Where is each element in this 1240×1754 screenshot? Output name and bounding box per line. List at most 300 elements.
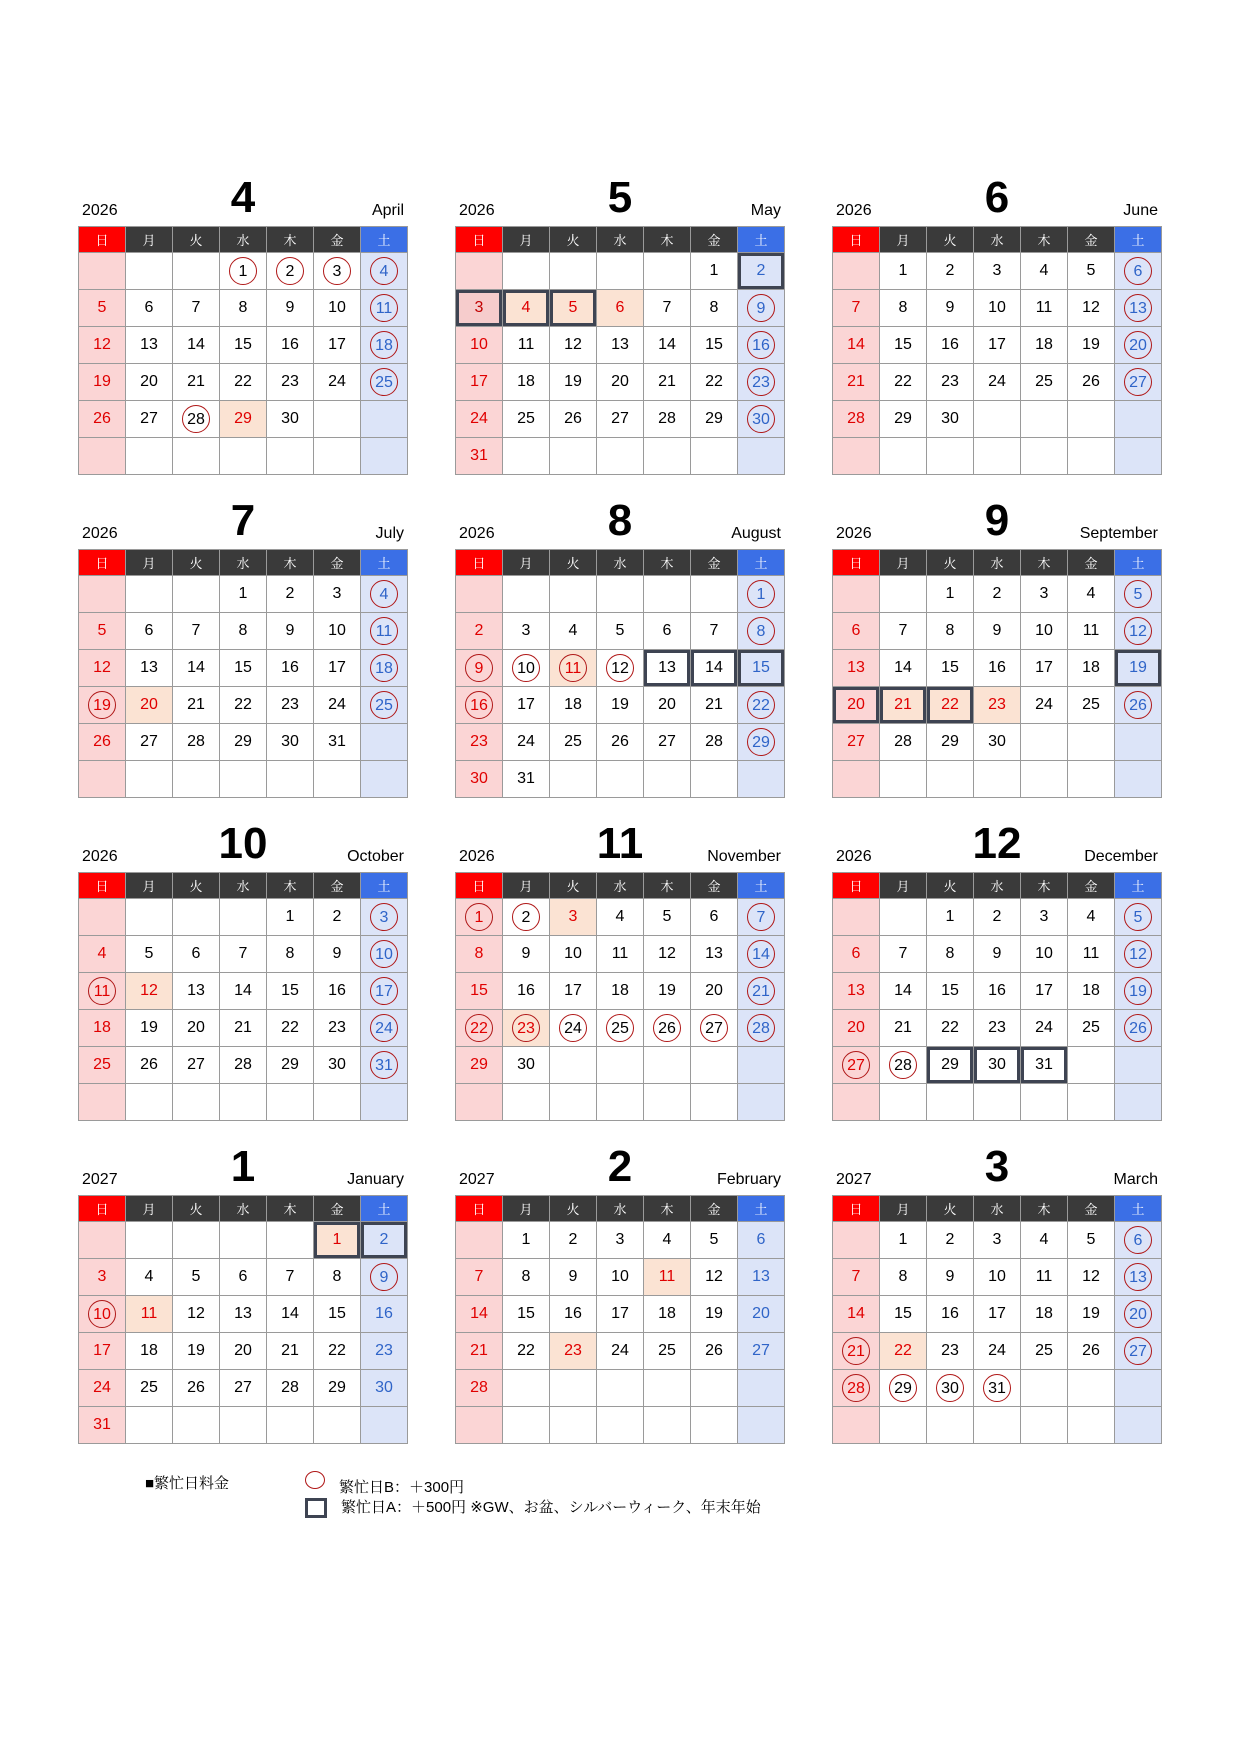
- month-name: November: [707, 848, 781, 865]
- week-row: [456, 1296, 785, 1333]
- day-cell: [267, 1084, 314, 1121]
- month-name: September: [1079, 525, 1158, 542]
- day-cell: [738, 1370, 785, 1407]
- month-name: June: [1123, 202, 1158, 219]
- day-cell: [1115, 1333, 1162, 1370]
- day-number: 16: [328, 982, 346, 999]
- day-cell: [597, 576, 644, 613]
- day-number: 4: [662, 1231, 672, 1248]
- day-number: 13: [752, 1268, 770, 1285]
- day-number: 14: [234, 982, 252, 999]
- day-cell: [597, 1084, 644, 1121]
- day-cell: [833, 761, 880, 798]
- day-cell: [456, 290, 503, 327]
- month-name: August: [731, 525, 781, 542]
- day-cell: [79, 613, 126, 650]
- day-number: 9: [992, 945, 1002, 962]
- day-number: 22: [281, 1019, 299, 1036]
- day-number: 26: [705, 1342, 723, 1359]
- day-number: 8: [521, 1268, 531, 1285]
- day-cell: [126, 401, 173, 438]
- day-number: 7: [898, 945, 908, 962]
- day-cell: [833, 253, 880, 290]
- month-table: [78, 872, 408, 1121]
- day-cell: [691, 613, 738, 650]
- day-number: 25: [370, 368, 398, 396]
- month-header: [455, 496, 785, 549]
- week-row: [833, 290, 1162, 327]
- day-number: 9: [945, 1268, 955, 1285]
- day-number: 19: [705, 1305, 723, 1322]
- day-cell: [456, 761, 503, 798]
- weekday-header: 木: [1021, 227, 1068, 253]
- day-number: 6: [1124, 257, 1152, 285]
- week-row: [79, 650, 408, 687]
- day-number: 11: [559, 654, 587, 682]
- week-row: [79, 1407, 408, 1444]
- week-row: [456, 401, 785, 438]
- day-cell: [833, 576, 880, 613]
- day-cell: [1021, 253, 1068, 290]
- day-cell: [79, 1047, 126, 1084]
- day-number: 7: [898, 622, 908, 639]
- month-table: [78, 1195, 408, 1444]
- day-cell: [314, 1047, 361, 1084]
- day-cell: [456, 1407, 503, 1444]
- week-row: [456, 1370, 785, 1407]
- day-cell: [361, 1370, 408, 1407]
- day-cell: [1021, 1084, 1068, 1121]
- week-row: [456, 761, 785, 798]
- day-number: 12: [140, 982, 158, 999]
- day-cell: [974, 1370, 1021, 1407]
- day-cell: [361, 290, 408, 327]
- day-cell: [691, 327, 738, 364]
- day-cell: [314, 364, 361, 401]
- day-cell: [361, 936, 408, 973]
- day-number: 11: [611, 945, 629, 962]
- day-number: 5: [568, 299, 578, 316]
- day-number: 12: [564, 336, 582, 353]
- month-table: [832, 872, 1162, 1121]
- day-number: 7: [238, 945, 248, 962]
- week-row: [456, 899, 785, 936]
- day-cell: [79, 1296, 126, 1333]
- week-row: [833, 1047, 1162, 1084]
- day-number: 26: [1124, 691, 1152, 719]
- day-cell: [833, 1407, 880, 1444]
- weekday-header: 土: [738, 1196, 785, 1222]
- day-cell: [738, 1407, 785, 1444]
- day-cell: [1021, 327, 1068, 364]
- weekday-header-row: [833, 227, 1162, 253]
- day-number: 1: [747, 580, 775, 608]
- day-number: 3: [568, 908, 578, 925]
- day-cell: [314, 724, 361, 761]
- day-number: 15: [894, 336, 912, 353]
- day-cell: [597, 1296, 644, 1333]
- day-number: 18: [517, 373, 535, 390]
- weekday-header: 火: [927, 550, 974, 576]
- day-number: 27: [658, 733, 676, 750]
- day-cell: [79, 650, 126, 687]
- day-number: 6: [191, 945, 201, 962]
- day-cell: [79, 687, 126, 724]
- day-number: 10: [470, 336, 488, 353]
- day-cell: [1068, 1296, 1115, 1333]
- week-row: [79, 290, 408, 327]
- day-number: 1: [709, 262, 719, 279]
- day-number: 15: [752, 659, 770, 676]
- day-cell: [974, 576, 1021, 613]
- day-cell: [974, 438, 1021, 475]
- day-number: 31: [93, 1416, 111, 1433]
- day-number: 17: [328, 659, 346, 676]
- day-cell: [974, 401, 1021, 438]
- day-number: 22: [705, 373, 723, 390]
- day-cell: [314, 613, 361, 650]
- day-cell: [644, 899, 691, 936]
- weekday-header: 木: [644, 227, 691, 253]
- day-number: 7: [191, 299, 201, 316]
- month-header: [78, 819, 408, 872]
- day-number: 5: [144, 945, 154, 962]
- day-cell: [314, 1296, 361, 1333]
- month-number: 2: [607, 1142, 633, 1191]
- day-cell: [173, 364, 220, 401]
- day-number: 22: [234, 696, 252, 713]
- weekday-header: 水: [220, 550, 267, 576]
- day-cell: [1115, 401, 1162, 438]
- week-row: [456, 438, 785, 475]
- day-number: 1: [945, 585, 955, 602]
- month-name: January: [347, 1171, 404, 1188]
- day-number: 14: [658, 336, 676, 353]
- day-cell: [456, 401, 503, 438]
- day-number: 1: [285, 908, 295, 925]
- day-cell: [456, 687, 503, 724]
- day-cell: [738, 1259, 785, 1296]
- day-number: 3: [370, 903, 398, 931]
- month-number: 5: [607, 173, 633, 222]
- day-cell: [79, 364, 126, 401]
- day-cell: [361, 687, 408, 724]
- month-calendar: [832, 1142, 1162, 1444]
- day-cell: [220, 1370, 267, 1407]
- day-number: 9: [945, 299, 955, 316]
- year-label: 2026: [459, 202, 495, 219]
- day-cell: [880, 1333, 927, 1370]
- day-cell: [314, 687, 361, 724]
- weekday-header: 水: [974, 873, 1021, 899]
- month-number: 3: [984, 1142, 1010, 1191]
- day-number: 24: [328, 696, 346, 713]
- day-cell: [1068, 899, 1115, 936]
- day-cell: [79, 973, 126, 1010]
- day-cell: [173, 613, 220, 650]
- weekday-header: 金: [691, 550, 738, 576]
- day-cell: [173, 1259, 220, 1296]
- week-row: [456, 613, 785, 650]
- day-cell: [550, 290, 597, 327]
- day-cell: [220, 1407, 267, 1444]
- weekday-header: 土: [1115, 550, 1162, 576]
- day-number: 12: [705, 1268, 723, 1285]
- day-number: 11: [370, 294, 398, 322]
- day-number: 18: [658, 1305, 676, 1322]
- day-number: 26: [187, 1379, 205, 1396]
- day-cell: [361, 1084, 408, 1121]
- day-number: 14: [847, 336, 865, 353]
- weekday-header: 土: [1115, 227, 1162, 253]
- day-cell: [79, 899, 126, 936]
- week-row: [79, 724, 408, 761]
- day-cell: [1021, 1047, 1068, 1084]
- day-number: 1: [229, 257, 257, 285]
- day-cell: [503, 1047, 550, 1084]
- day-cell: [1068, 290, 1115, 327]
- week-row: [79, 613, 408, 650]
- day-cell: [833, 1333, 880, 1370]
- week-row: [79, 973, 408, 1010]
- day-cell: [597, 253, 644, 290]
- weekday-header: 金: [314, 227, 361, 253]
- day-number: 29: [747, 728, 775, 756]
- day-cell: [880, 936, 927, 973]
- day-cell: [267, 1047, 314, 1084]
- day-number: 5: [1124, 580, 1152, 608]
- week-row: [456, 1010, 785, 1047]
- week-row: [79, 1370, 408, 1407]
- day-cell: [503, 936, 550, 973]
- weekday-header: 月: [126, 550, 173, 576]
- day-number: 22: [894, 1342, 912, 1359]
- day-cell: [738, 1047, 785, 1084]
- day-number: 27: [611, 410, 629, 427]
- day-number: 5: [1124, 903, 1152, 931]
- day-number: 20: [140, 696, 158, 713]
- day-number: 17: [517, 696, 535, 713]
- day-cell: [550, 1047, 597, 1084]
- day-cell: [361, 364, 408, 401]
- day-cell: [1068, 1010, 1115, 1047]
- day-cell: [550, 1222, 597, 1259]
- day-number: 18: [370, 331, 398, 359]
- day-cell: [691, 761, 738, 798]
- day-number: 25: [1082, 696, 1100, 713]
- day-cell: [79, 936, 126, 973]
- day-cell: [880, 253, 927, 290]
- week-row: [456, 1047, 785, 1084]
- day-number: 25: [370, 691, 398, 719]
- day-cell: [173, 761, 220, 798]
- day-cell: [456, 438, 503, 475]
- day-cell: [880, 899, 927, 936]
- day-number: 9: [992, 622, 1002, 639]
- week-row: [833, 936, 1162, 973]
- month-number: 9: [984, 496, 1010, 545]
- weekday-header: 土: [1115, 873, 1162, 899]
- month-number: 8: [607, 496, 633, 545]
- day-cell: [974, 1222, 1021, 1259]
- day-number: 26: [1082, 1342, 1100, 1359]
- day-cell: [738, 724, 785, 761]
- weekday-header: 金: [691, 873, 738, 899]
- weekday-header: 火: [173, 1196, 220, 1222]
- day-cell: [1115, 899, 1162, 936]
- day-cell: [974, 1084, 1021, 1121]
- day-number: 27: [700, 1014, 728, 1042]
- day-cell: [644, 1222, 691, 1259]
- day-cell: [880, 761, 927, 798]
- day-number: 9: [285, 299, 295, 316]
- day-cell: [833, 650, 880, 687]
- week-row: [79, 438, 408, 475]
- week-row: [79, 687, 408, 724]
- day-number: 21: [894, 696, 912, 713]
- weekday-header-row: [79, 550, 408, 576]
- day-cell: [691, 576, 738, 613]
- day-cell: [267, 650, 314, 687]
- day-cell: [79, 290, 126, 327]
- day-number: 13: [847, 982, 865, 999]
- day-number: 3: [521, 622, 531, 639]
- day-number: 20: [1124, 1300, 1152, 1328]
- day-number: 3: [474, 299, 484, 316]
- day-cell: [550, 1296, 597, 1333]
- day-cell: [456, 613, 503, 650]
- day-number: 10: [512, 654, 540, 682]
- day-cell: [220, 438, 267, 475]
- day-cell: [173, 724, 220, 761]
- day-cell: [173, 1370, 220, 1407]
- day-cell: [691, 973, 738, 1010]
- day-cell: [738, 973, 785, 1010]
- day-cell: [550, 438, 597, 475]
- day-number: 6: [144, 299, 154, 316]
- day-cell: [1115, 687, 1162, 724]
- day-number: 19: [658, 982, 676, 999]
- day-cell: [503, 290, 550, 327]
- month-table: [832, 549, 1162, 798]
- day-cell: [267, 576, 314, 613]
- day-number: 17: [470, 373, 488, 390]
- day-number: 10: [1035, 622, 1053, 639]
- day-cell: [691, 1047, 738, 1084]
- week-row: [833, 761, 1162, 798]
- day-number: 25: [606, 1014, 634, 1042]
- day-number: 10: [988, 1268, 1006, 1285]
- day-number: 25: [1035, 1342, 1053, 1359]
- week-row: [79, 401, 408, 438]
- day-cell: [314, 290, 361, 327]
- day-cell: [79, 1010, 126, 1047]
- day-cell: [1021, 613, 1068, 650]
- day-number: 29: [894, 410, 912, 427]
- day-cell: [314, 1010, 361, 1047]
- day-cell: [1115, 1296, 1162, 1333]
- year-label: 2026: [836, 525, 872, 542]
- day-cell: [173, 438, 220, 475]
- day-cell: [1068, 936, 1115, 973]
- weekday-header: 月: [126, 873, 173, 899]
- day-cell: [503, 650, 550, 687]
- day-cell: [126, 1047, 173, 1084]
- day-cell: [456, 1010, 503, 1047]
- year-label: 2026: [82, 202, 118, 219]
- day-cell: [738, 1222, 785, 1259]
- day-cell: [361, 973, 408, 1010]
- day-cell: [126, 1370, 173, 1407]
- day-number: 15: [234, 659, 252, 676]
- day-cell: [644, 1333, 691, 1370]
- year-label: 2027: [82, 1171, 118, 1188]
- day-cell: [691, 1333, 738, 1370]
- day-cell: [1115, 650, 1162, 687]
- day-cell: [456, 576, 503, 613]
- day-number: 22: [894, 373, 912, 390]
- day-cell: [738, 364, 785, 401]
- day-cell: [691, 1296, 738, 1333]
- day-cell: [361, 1259, 408, 1296]
- day-cell: [1115, 1084, 1162, 1121]
- day-cell: [126, 899, 173, 936]
- day-cell: [1068, 327, 1115, 364]
- week-row: [79, 936, 408, 973]
- day-number: 29: [328, 1379, 346, 1396]
- day-number: 2: [332, 908, 342, 925]
- weekday-header: 木: [644, 873, 691, 899]
- day-number: 22: [517, 1342, 535, 1359]
- weekday-header: 木: [644, 1196, 691, 1222]
- day-number: 31: [1035, 1056, 1053, 1073]
- day-cell: [126, 1084, 173, 1121]
- week-row: [833, 1407, 1162, 1444]
- day-cell: [1021, 1333, 1068, 1370]
- day-number: 17: [988, 1305, 1006, 1322]
- week-row: [456, 290, 785, 327]
- day-cell: [267, 290, 314, 327]
- day-number: 22: [234, 373, 252, 390]
- weekday-header: 土: [361, 550, 408, 576]
- day-cell: [456, 724, 503, 761]
- week-row: [456, 1333, 785, 1370]
- weekday-header: 日: [833, 550, 880, 576]
- day-cell: [644, 576, 691, 613]
- day-number: 14: [894, 659, 912, 676]
- day-number: 21: [187, 373, 205, 390]
- weekday-header: 木: [644, 550, 691, 576]
- month-number: 12: [972, 819, 1022, 868]
- day-number: 30: [375, 1379, 393, 1396]
- day-cell: [1115, 613, 1162, 650]
- legend-a-note: ※GW、お盆、シルバーウィーク、年末年始: [470, 1499, 761, 1516]
- day-cell: [220, 253, 267, 290]
- day-cell: [833, 290, 880, 327]
- day-cell: [79, 761, 126, 798]
- day-cell: [597, 364, 644, 401]
- week-row: [456, 364, 785, 401]
- weekday-header: 火: [550, 550, 597, 576]
- weekday-header: 金: [314, 1196, 361, 1222]
- weekday-header: 水: [974, 1196, 1021, 1222]
- weekday-header: 水: [220, 873, 267, 899]
- day-cell: [927, 1084, 974, 1121]
- day-cell: [456, 327, 503, 364]
- day-number: 27: [842, 1051, 870, 1079]
- day-number: 8: [238, 299, 248, 316]
- day-number: 26: [1124, 1014, 1152, 1042]
